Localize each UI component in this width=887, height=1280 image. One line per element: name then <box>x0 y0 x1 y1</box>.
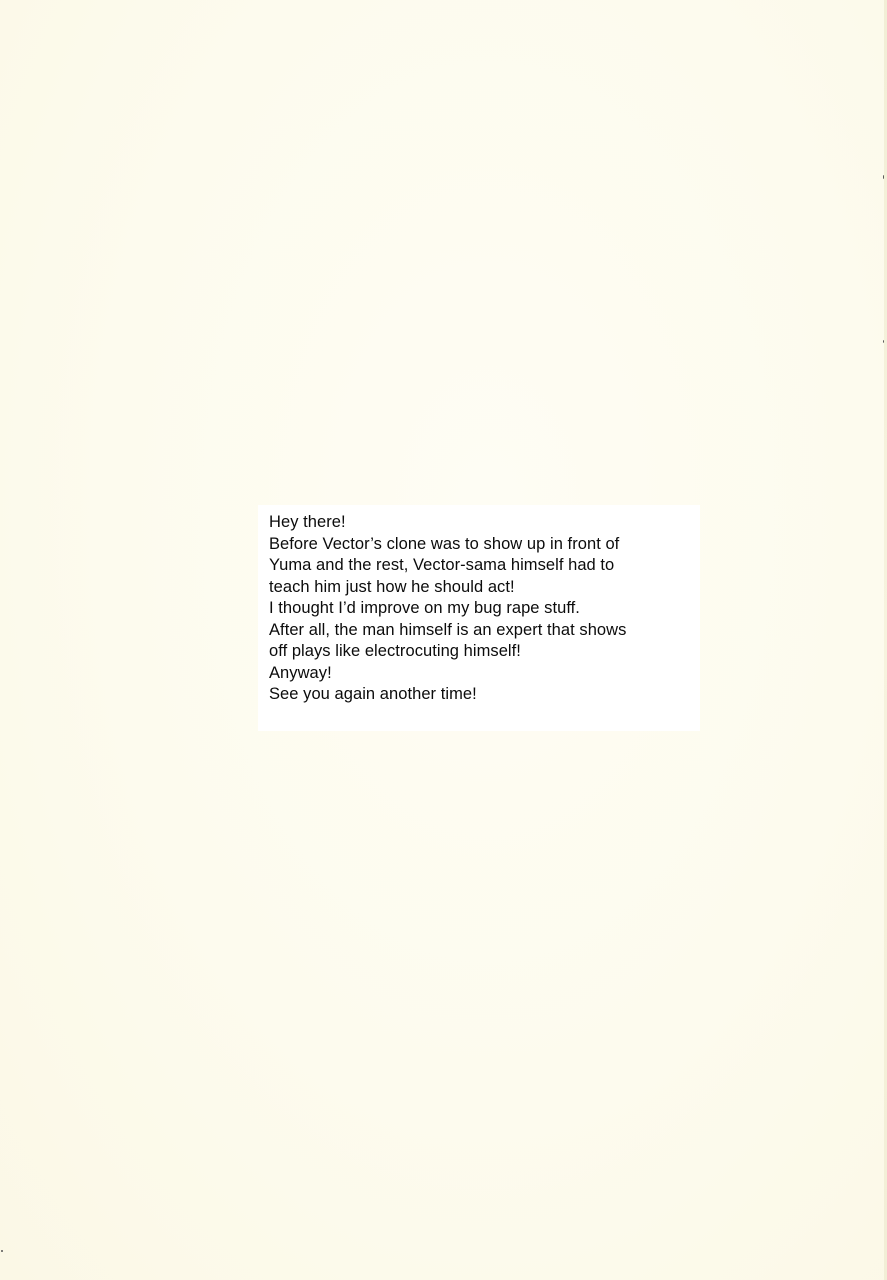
afterword-line: Yuma and the rest, Vector-sama himself had to <box>269 556 615 574</box>
afterword-line: off plays like electrocuting himself! <box>269 642 521 660</box>
afterword-line: teach him just how he should act! <box>269 577 515 596</box>
dust-speck <box>883 340 884 343</box>
afterword-line: After all, the man himself is an expert that shows <box>269 620 627 639</box>
afterword-text-block <box>269 512 699 706</box>
afterword-line: I thought I’d improve on my bug rape stuff. <box>269 599 580 617</box>
dust-speck <box>1 1250 3 1252</box>
afterword-line: Hey there! <box>269 513 346 531</box>
afterword-line: Anyway! <box>269 663 332 682</box>
dust-speck <box>883 175 884 179</box>
afterword-line: Before Vector’s clone was to show up in front of <box>269 534 620 553</box>
afterword-line: See you again another time! <box>269 685 477 703</box>
